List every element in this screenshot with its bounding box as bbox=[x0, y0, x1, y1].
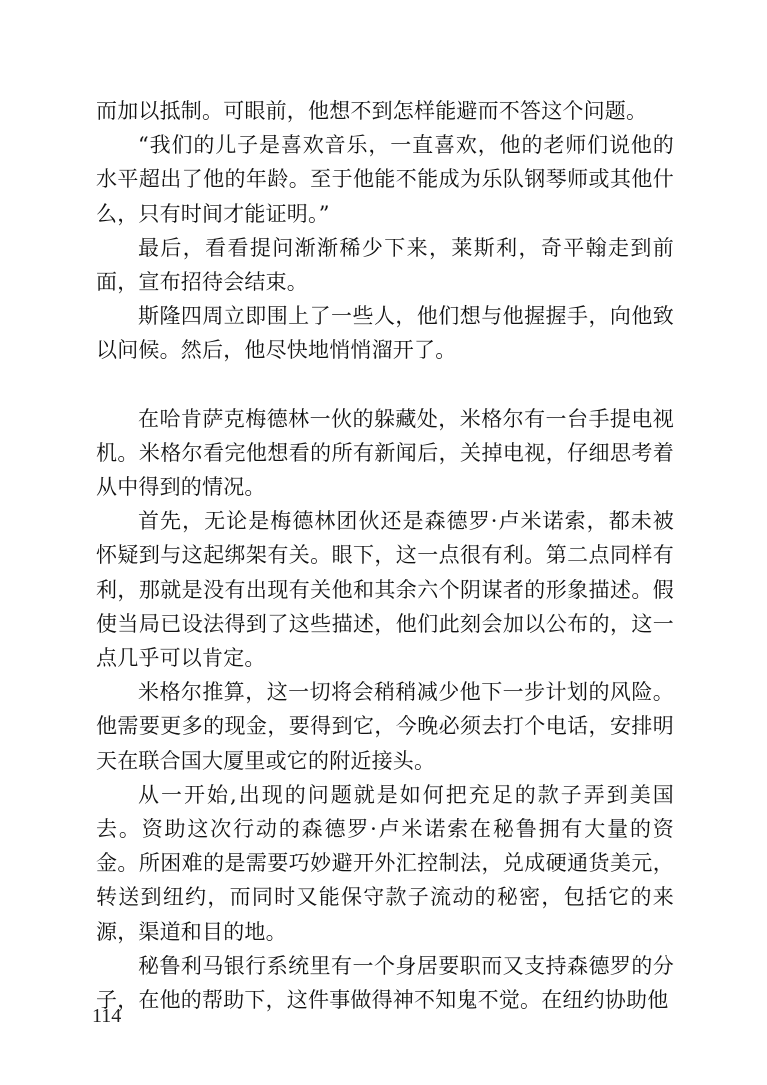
page-number: 114 bbox=[92, 1005, 122, 1027]
paragraph-8: 从一开始,出现的问题就是如何把充足的款子弄到美国去。资助这次行动的森德罗·卢米诺索在秘鲁拥有大量的资金。所困难的是需要巧妙避开外汇控制法，兑成硬通货美元，转送到纽约，而同时又能保守款子流动的秘密，包括它的来源，渠道和目的地。 bbox=[96, 782, 674, 944]
paragraph-7: 米格尔推算，这一切将会稍稍减少他下一步计划的风险。他需要更多的现金，要得到它，今晚必须去打个电话，安排明天在联合国大厦里或它的附近接头。 bbox=[96, 680, 674, 773]
paragraph-5: 在哈肯萨克梅德林一伙的躲藏处，米格尔有一台手提电视机。米格尔看完他想看的所有新闻后，关掉电视，仔细思考着从中得到的情况。 bbox=[96, 406, 674, 500]
paragraph-1: 而加以抵制。可眼前，他想不到怎样能避而不答这个问题。 bbox=[96, 99, 648, 123]
paragraph-2: “我们的儿子是喜欢音乐，一直喜欢，他的老师们说他的水平超出了他的年龄。至于他能不能成为乐队钢琴师或其他什么，只有时间才能证明。” bbox=[96, 133, 674, 226]
paragraph-4: 斯隆四周立即围上了一些人，他们想与他握握手，向他致以问候。然后，他尽快地悄悄溜开了。 bbox=[96, 304, 674, 363]
book-page bbox=[96, 94, 674, 1017]
paragraph-3: 最后，看看提问渐渐稀少下来，莱斯利，奇平翰走到前面，宣布招待会结束。 bbox=[96, 235, 674, 295]
section-break bbox=[96, 368, 674, 402]
paragraph-9: 秘鲁利马银行系统里有一个身居要职而又支持森德罗的分子，在他的帮助下，这件事做得神不知鬼不觉。在纽约协助他 bbox=[96, 953, 674, 1013]
paragraph-6: 首先，无论是梅德林团伙还是森德罗·卢米诺索，都未被怀疑到与这起绑架有关。眼下，这一点很有利。第二点同样有利，那就是没有出现有关他和其余六个阴谋者的形象描述。假使当局已设法得到了这些描述，他们此刻会加以公布的，这一点几乎可以肯定。 bbox=[96, 509, 674, 671]
